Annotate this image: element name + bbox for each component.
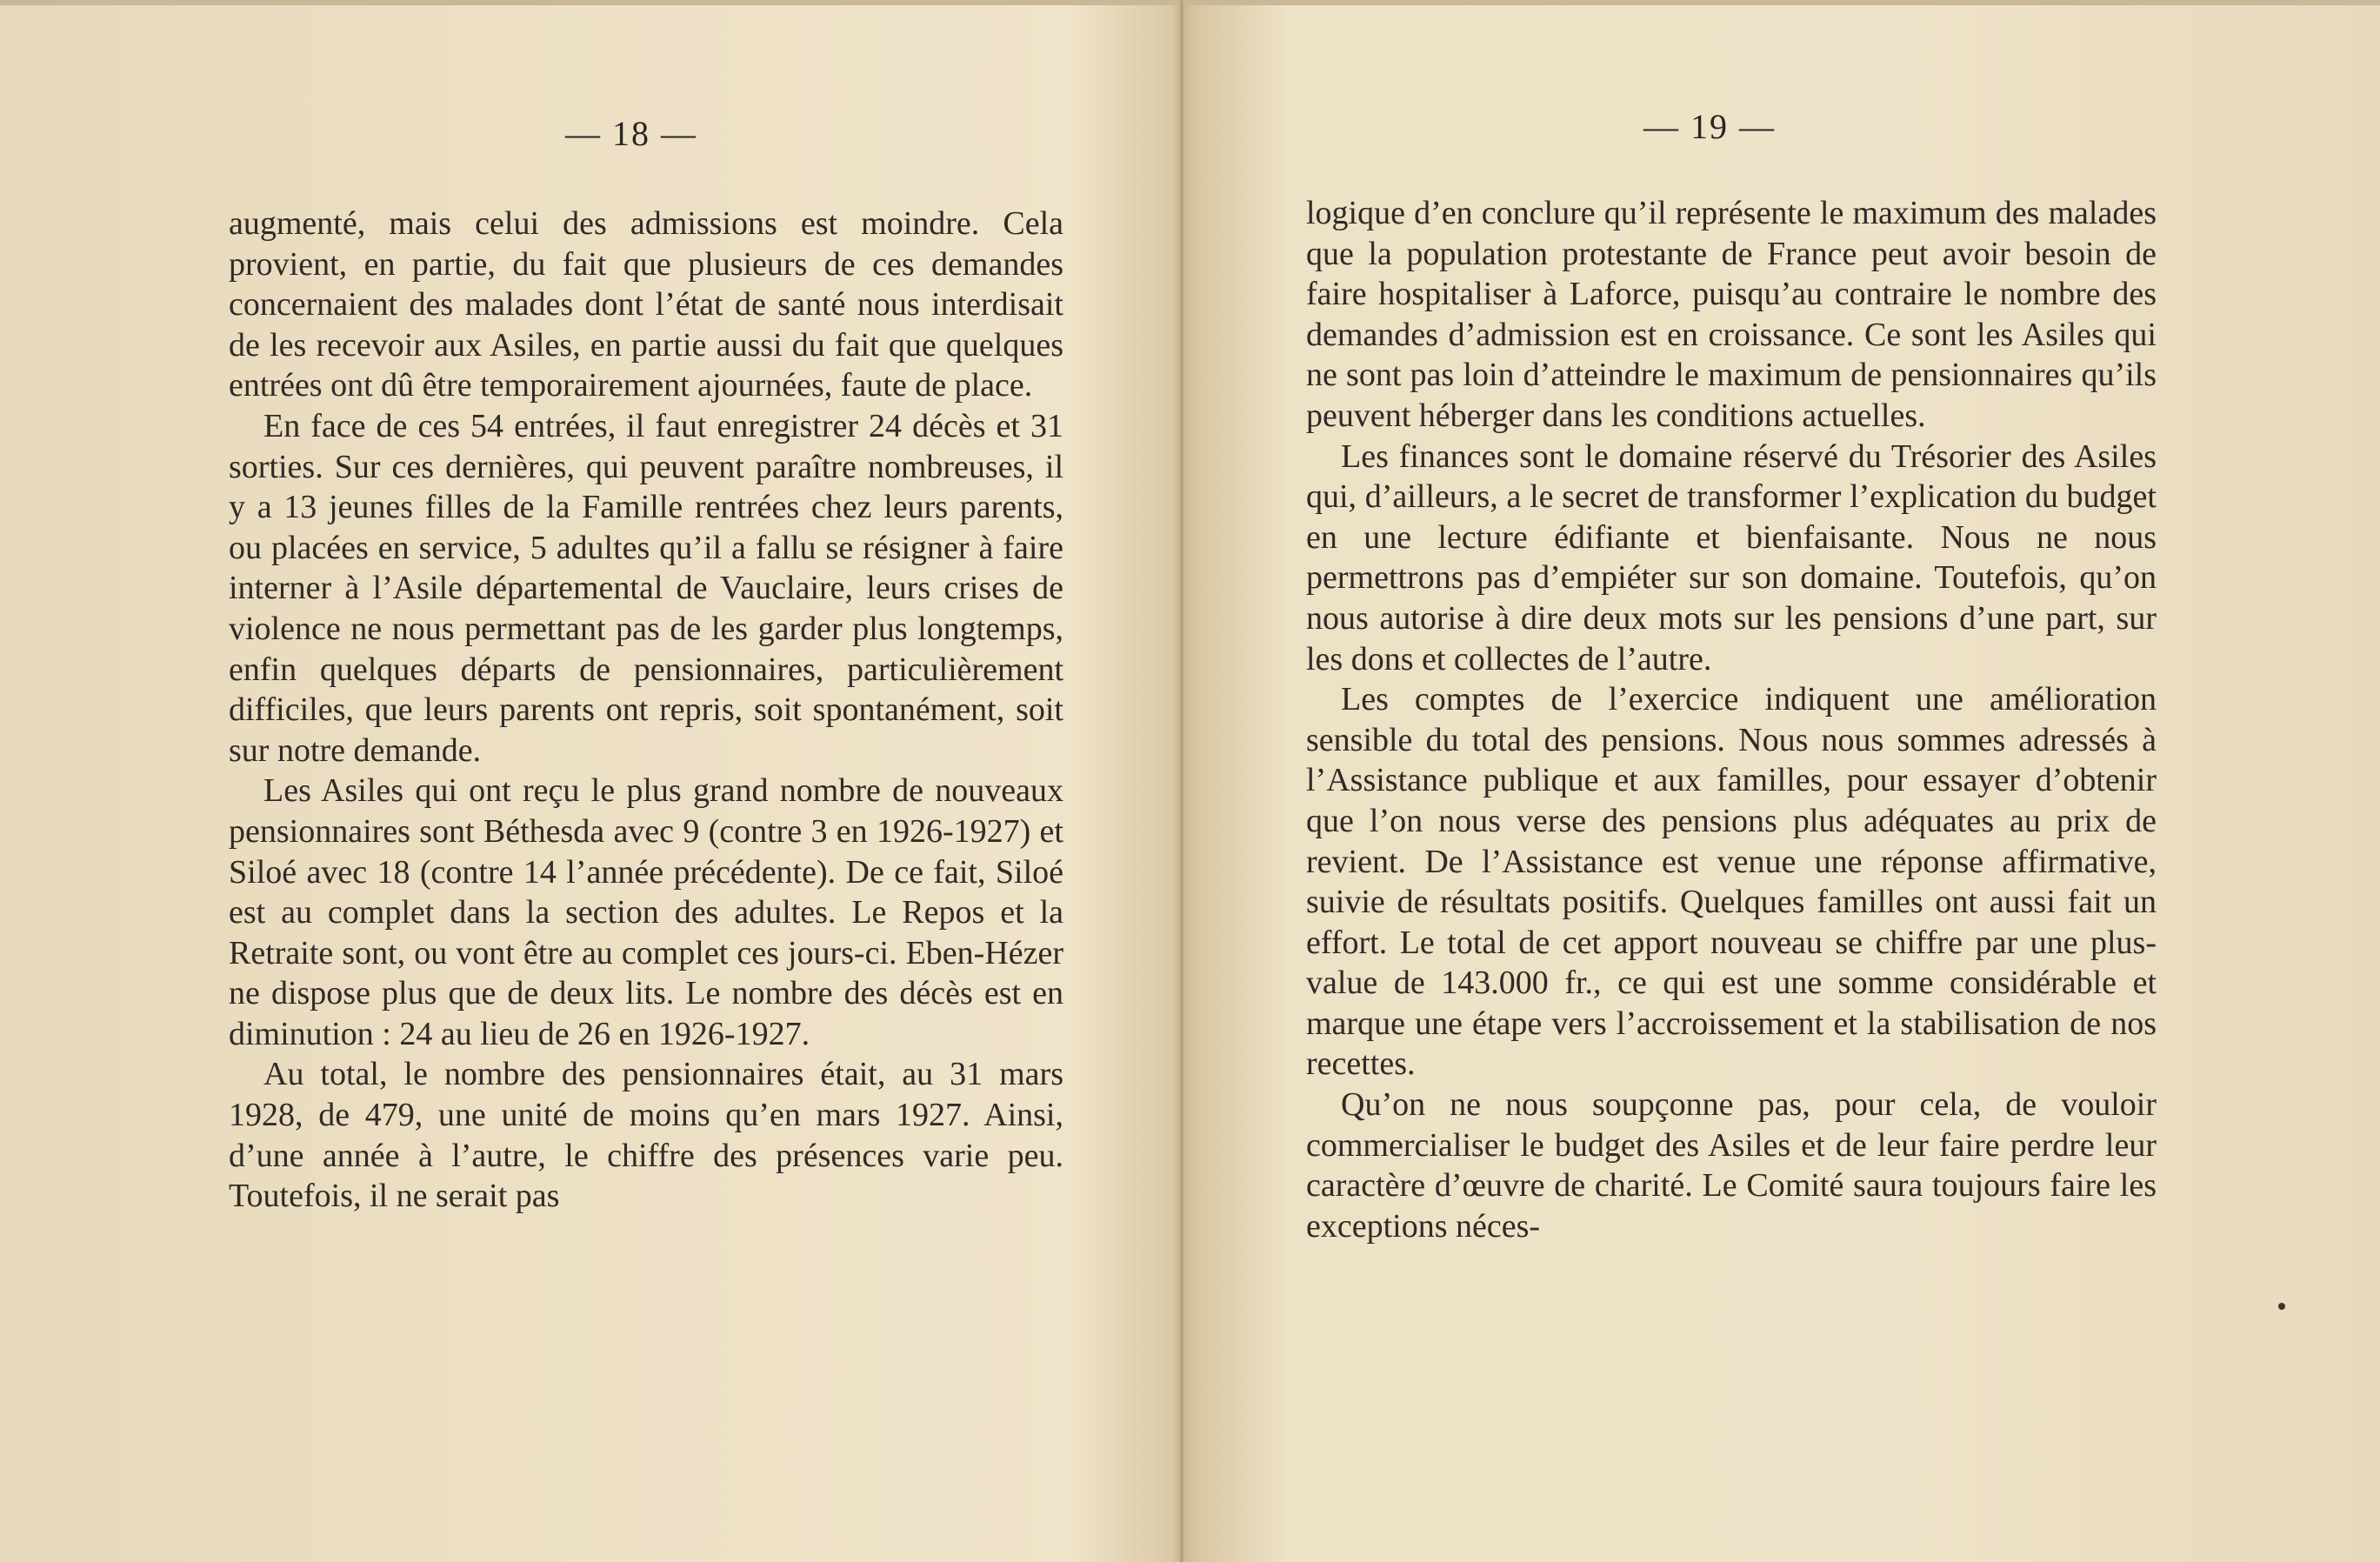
paragraph: En face de ces 54 entrées, il faut enregistrer 24 décès et 31 sorties. Sur ces dernières, qui peuvent paraître nombreuses, il y a 13 jeunes filles de la Famille rentrées chez leurs parents, ou placées en service, 5 adultes qu’il a fallu se résigner à faire interner à l’Asile départemental de Vauclaire, leurs crises de violence ne nous permettant pas de les garder plus longtemps, enfin quelques départs de pensionnaires, particulièrement difficiles, que leurs parents ont repris, soit spontanément, soit sur notre demande.: [229, 407, 1063, 769]
left-page-text: [229, 204, 1063, 1217]
paragraph: Au total, le nombre des pensionnaires était, au 31 mars 1928, de 479, une unité de moins qu’en mars 1927. Ainsi, d’une année à l’autre, le chiffre des présences varie peu. Toutefois, il ne serait pas: [229, 1056, 1063, 1215]
right-page: [1184, 0, 2380, 1562]
paragraph: Les finances sont le domaine réservé du Trésorier des Asiles qui, d’ailleurs, a le secret de transformer l’explication du budget en une lecture édifiante et bienfaisante. Nous ne nous permettrons pas d’empiéter sur son domaine. Toutefois, qu’on nous autorise à dire deux mots sur les pensions d’une part, sur les dons et collectes de l’autre.: [1306, 437, 2157, 678]
page-number-left: — 18 —: [565, 114, 697, 153]
paragraph: logique d’en conclure qu’il représente le maximum des malades que la population protestante de France peut avoir besoin de faire hospitaliser à Laforce, puisqu’au contraire le nombre des demandes d’admission est en croissance. Ce sont les Asiles qui ne sont pas loin d’atteindre le maximum de pensionnaires qu’ils peuvent héberger dans les conditions actuelles.: [1306, 195, 2157, 434]
paragraph: Qu’on ne nous soupçonne pas, pour cela, de vouloir commercialiser le budget des Asiles et de leur faire perdre leur caractère d’œuvre de charité. Le Comité saura toujours faire les exceptions néces-: [1306, 1086, 2157, 1245]
paragraph: Les comptes de l’exercice indiquent une amélioration sensible du total des pensions. Nous nous sommes adressés à l’Assistance publique et aux familles, pour essayer d’obtenir que l’on nous verse des pensions plus adéquates au prix de revient. De l’Assistance est venue une réponse affirmative, suivie de résultats positifs. Quelques familles ont aussi fait un effort. Le total de cet apport nouveau se chiffre par une plus-value de 143.000 fr., ce qui est une somme considérable et marque une étape vers l’accroissement et la stabilisation de nos recettes.: [1306, 681, 2157, 1083]
right-page-text: [1306, 193, 2157, 1246]
page-number-right: — 19 —: [1643, 107, 1776, 146]
left-page: [0, 0, 1179, 1562]
paragraph: augmenté, mais celui des admissions est moindre. Cela provient, en partie, du fait que plusieurs de ces demandes concernaient des malades dont l’état de santé nous interdisait de les recevoir aux Asiles, en partie aussi du fait que quelques entrées ont dû être temporairement ajournées, faute de place.: [229, 205, 1063, 404]
ink-speck: [2278, 1303, 2285, 1310]
paragraph: Les Asiles qui ont reçu le plus grand nombre de nouveaux pensionnaires sont Béthesda avec 9 (contre 3 en 1926-1927) et Siloé avec 18 (contre 14 l’année précédente). De ce fait, Siloé est au complet dans la section des adultes. Le Repos et la Retraite sont, ou vont être au complet ces jours-ci. Eben-Hézer ne dispose plus que de deux lits. Le nombre des décès est en diminution : 24 au lieu de 26 en 1926-1927.: [229, 772, 1063, 1052]
